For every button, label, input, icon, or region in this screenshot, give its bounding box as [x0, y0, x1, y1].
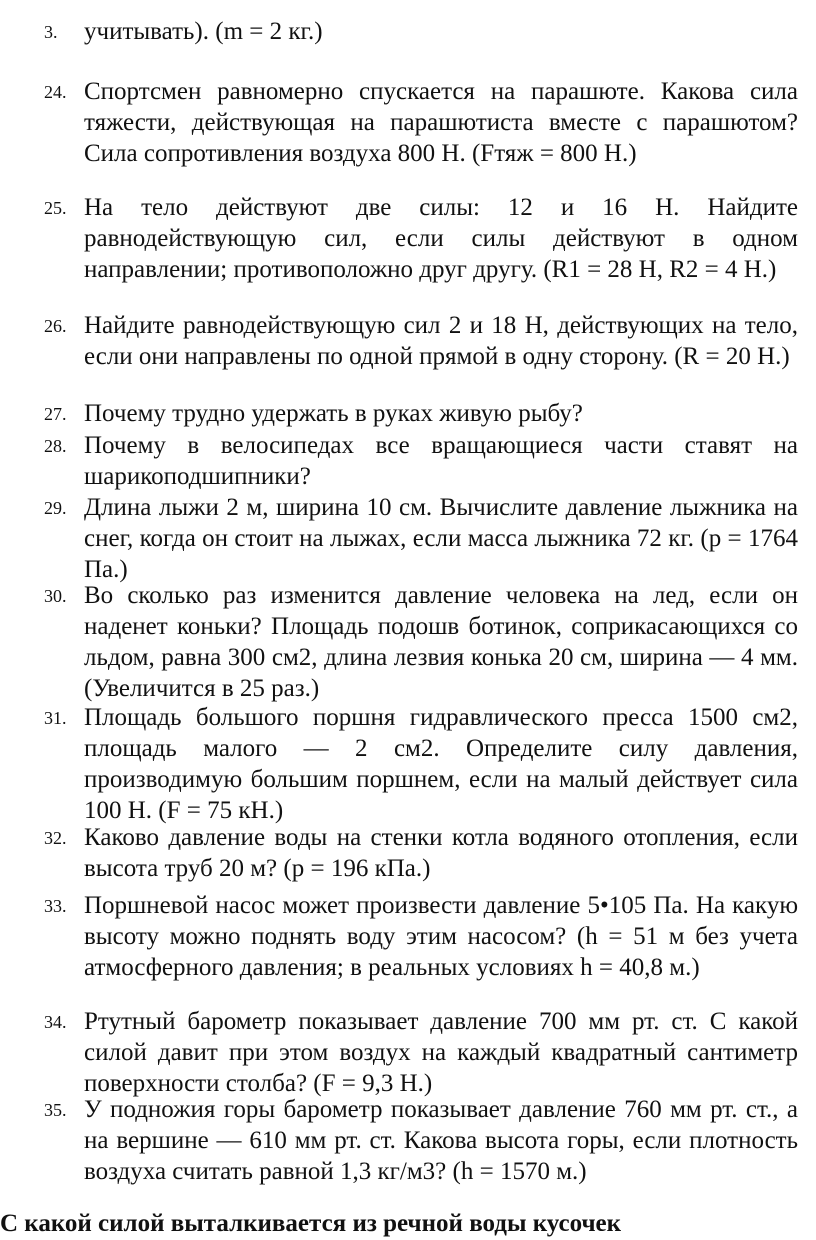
item-number: 31. — [44, 708, 67, 728]
trailing-text: С какой силой выталкивается из речной воды кусочек — [0, 1210, 622, 1237]
item-text: На тело действуют две силы: 12 и 16 Н. Найдите равнодействующую сил, если силы действуют в одном направлении; противоположно друг другу. (R1 = 28 Н, R2 = 4 Н.) — [84, 194, 798, 283]
item-number: 28. — [44, 436, 67, 456]
item-text: У подножия горы барометр показывает давление 760 мм рт. ст., а на вершине — 610 мм рт. ст. Какова высота горы, если плотность воздуха считать равной 1,3 кг/м3? (h = 1570 м.) — [84, 1096, 798, 1185]
item-text: Длина лыжи 2 м, ширина 10 см. Вычислите давление лыжника на снег, когда он стоит на лыжах, если масса лыжника 72 кг. (p = 1764 Па.) — [84, 494, 798, 583]
item-number: 34. — [44, 1012, 67, 1032]
item-number: 24. — [44, 82, 67, 102]
item-text: Поршневой насос может произвести давление 5•105 Па. На какую высоту можно поднять воду этим насосом? (h = 51 м без учета атмосферного давления; в реальных условиях h = 40,8 м.) — [84, 892, 798, 981]
item-text: Каково давление воды на стенки котла водяного отопления, если высота труб 20 м? (p = 196 кПа.) — [84, 824, 798, 882]
item-number: 30. — [44, 586, 67, 606]
item-text: Площадь большого поршня гидравлического пресса 1500 см2, площадь малого — 2 см2. Определите силу давления, производимую большим поршнем, если на малый действует сила 100 Н. (F = 75 кН.) — [84, 704, 798, 824]
item-number: 35. — [44, 1100, 67, 1120]
item-number: 26. — [44, 316, 67, 336]
item-number: 32. — [44, 828, 67, 848]
item-text: Спортсмен равномерно спускается на парашюте. Какова сила тяжести, действующая на парашютиста вместе с парашютом? Сила сопротивления воздуха 800 Н. (Fтяж = 800 Н.) — [84, 78, 798, 167]
item-number: 3. — [44, 22, 58, 42]
item-text: учитывать). (m = 2 кг.) — [84, 18, 323, 45]
item-number: 25. — [44, 198, 67, 218]
item-text: Найдите равнодействующую сил 2 и 18 Н, действующих на тело, если они направлены по одной прямой в одну сторону. (R = 20 Н.) — [84, 312, 798, 370]
item-text: Почему в велосипедах все вращающиеся части ставят на шарикоподшипники? — [84, 432, 798, 490]
item-number: 29. — [44, 498, 67, 518]
item-text: Во сколько раз изменится давление человека на лед, если он наденет коньки? Площадь подошв ботинок, соприкасающихся со льдом, равна 300 см2, длина лезвия конька 20 см, ширина — 4 мм. (Увеличится в 25 раз.) — [84, 582, 798, 702]
item-number: 27. — [44, 404, 67, 424]
item-text: Почему трудно удержать в руках живую рыбу? — [84, 400, 583, 427]
item-number: 33. — [44, 896, 67, 916]
item-text: Ртутный барометр показывает давление 700 мм рт. ст. С какой силой давит при этом воздух на каждый квадратный сантиметр поверхности столба? (F = 9,3 Н.) — [84, 1008, 798, 1097]
